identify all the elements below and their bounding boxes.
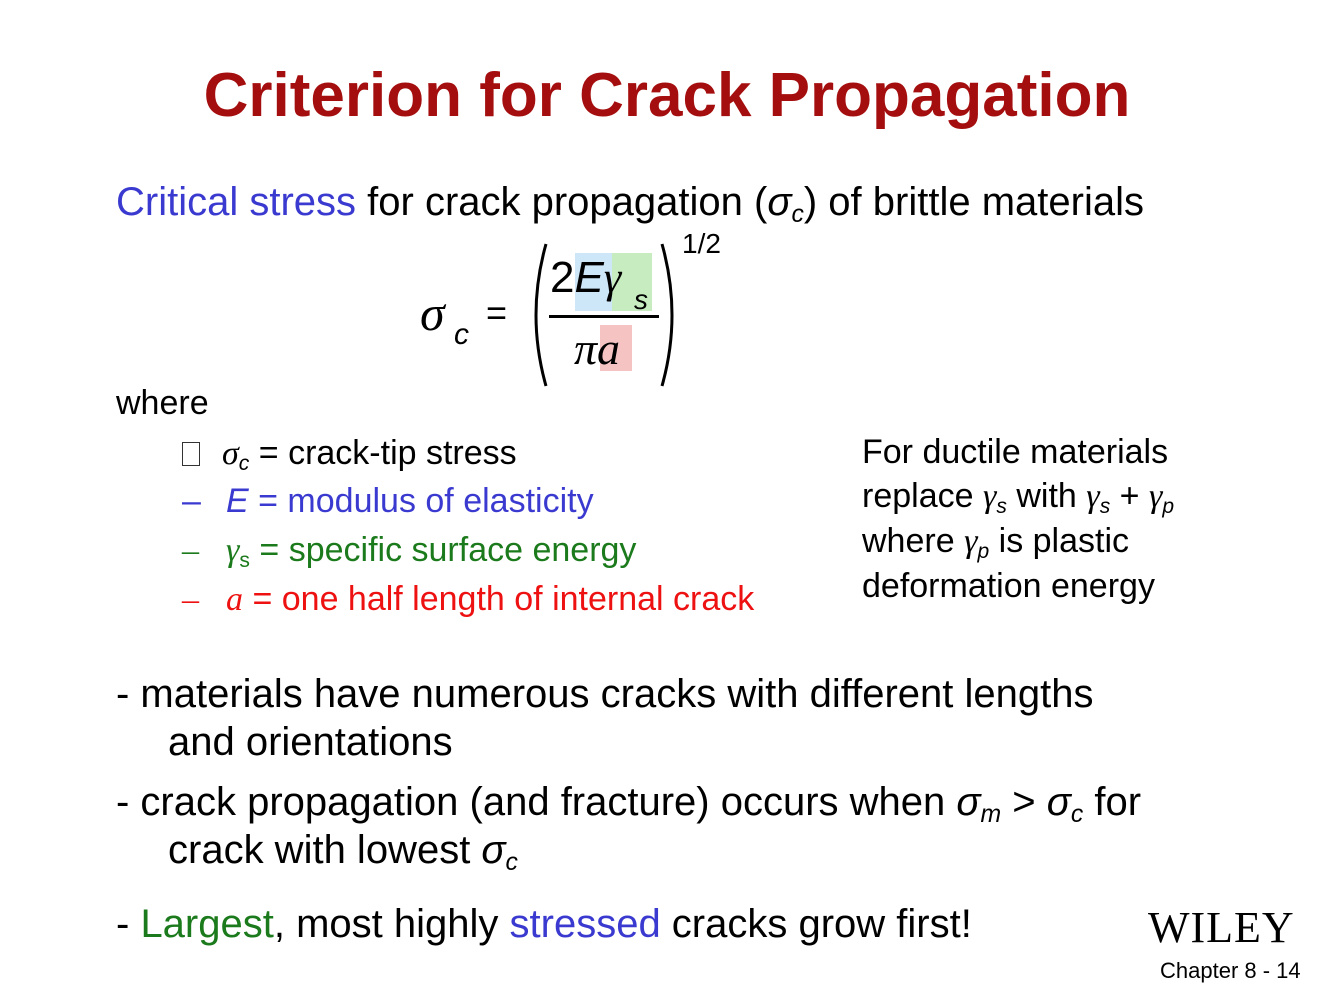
def-text: = one half length of internal crack [243, 580, 755, 618]
def-text: = crack-tip stress [249, 434, 517, 472]
bullet-2-sub-m: m [980, 800, 1002, 828]
numerator-gamma: γ [603, 253, 622, 302]
bullet-1 [116, 670, 1093, 766]
footer-chapter: Chapter 8 - [1160, 958, 1277, 983]
numerator-sub: s [634, 284, 648, 315]
def-marker: – [182, 581, 199, 618]
intro-rest: for crack propagation ( [356, 180, 768, 224]
ductile-gamma-s: γ [982, 478, 997, 515]
definition-sigma [182, 434, 517, 473]
ductile-sub-s2: s [1099, 494, 1111, 518]
bullet-3-stressed: stressed [509, 902, 661, 946]
definition-a [182, 580, 754, 619]
fraction-bar [549, 315, 659, 318]
formula-sub-c: c [454, 318, 469, 351]
definition-gamma [182, 531, 636, 570]
def-symbol: σ [222, 435, 239, 472]
bullet-1-line-1: - materials have numerous cracks with different lengths [116, 672, 1094, 716]
ductile-sub-p2: p [977, 539, 990, 563]
left-paren [524, 240, 552, 390]
intro-highlight: Critical stress [116, 180, 357, 224]
def-symbol: γ [226, 532, 240, 569]
bullet-2 [116, 778, 1141, 874]
intro-tail: ) of brittle materials [803, 180, 1144, 224]
ductile-gamma-s2: γ [1086, 478, 1100, 515]
denominator-pi: π [574, 323, 598, 374]
ductile-line-3 [862, 519, 1174, 564]
ductile-note [862, 430, 1174, 608]
ductile-with: with [1006, 477, 1087, 515]
numerator [550, 252, 621, 303]
def-text: = modulus of elasticity [248, 482, 594, 520]
ductile-line-1: For ductile materials [862, 433, 1169, 471]
def-marker: – [182, 532, 199, 569]
numerator-E: E [574, 253, 604, 302]
bullet-3-end: cracks grow first! [660, 902, 972, 946]
bullet-2-sub-c: c [1070, 800, 1084, 828]
formula-sigma: σ [420, 285, 445, 341]
ductile-is-plastic: is plastic [989, 522, 1130, 560]
bullet-2-text-2: crack with lowest [168, 828, 482, 872]
wiley-logo: WILEY [1148, 903, 1295, 952]
ductile-plus: + [1110, 477, 1149, 515]
def-text: = specific surface energy [249, 531, 637, 569]
bullet-2-text: - crack propagation (and fracture) occurs when [116, 780, 957, 824]
where-label: where [116, 384, 209, 422]
def-sub: s [239, 548, 250, 572]
bullet-3 [116, 900, 972, 948]
ductile-gamma-p: γ [1148, 478, 1163, 515]
def-symbol: a [226, 581, 243, 618]
bullet-2-gt: > [1001, 780, 1047, 824]
bullet-2-sigma-m: σ [956, 780, 981, 824]
bullet-2-sigma-c: σ [1046, 780, 1071, 824]
slide-footer [1160, 958, 1301, 984]
bullet-2-line-2 [116, 826, 1141, 874]
def-symbol: E [226, 482, 249, 520]
bullet-1-line-2: and orientations [168, 720, 453, 764]
exponent: 1/2 [682, 228, 721, 259]
right-paren [656, 240, 684, 390]
formula [0, 0, 1334, 400]
ductile-sub-s: s [996, 494, 1007, 518]
bullet-2-sigma-c2: σ [481, 828, 506, 872]
ductile-line-2 [862, 474, 1174, 519]
bullet-2-sub-c2: c [505, 848, 518, 876]
intro-sigma: σ [767, 180, 792, 224]
ductile-replace: replace [862, 477, 983, 515]
bullet-3-largest: Largest [140, 902, 274, 946]
footer-page-number: 14 [1276, 958, 1301, 983]
ductile-gamma-p2: γ [964, 523, 978, 560]
def-sub: c [238, 451, 250, 475]
denominator-a: a [597, 323, 621, 374]
formula-equals: = [486, 292, 508, 333]
square-bullet-icon [182, 442, 200, 466]
intro-sub: c [791, 200, 804, 228]
bullet-2-line-1 [116, 778, 1141, 826]
ductile-line-4: deformation energy [862, 567, 1155, 605]
denominator [574, 322, 620, 375]
bullet-3-mid: , most highly [273, 902, 510, 946]
ductile-sub-p: p [1162, 494, 1175, 518]
ductile-where: where [862, 522, 965, 560]
bullet-3-dash: - [116, 902, 141, 946]
def-marker: – [182, 482, 201, 520]
numerator-two: 2 [550, 253, 575, 302]
bullet-2-for: for [1083, 780, 1142, 824]
slide-title: Criterion for Crack Propagation [203, 61, 1131, 130]
definition-E [182, 482, 594, 521]
